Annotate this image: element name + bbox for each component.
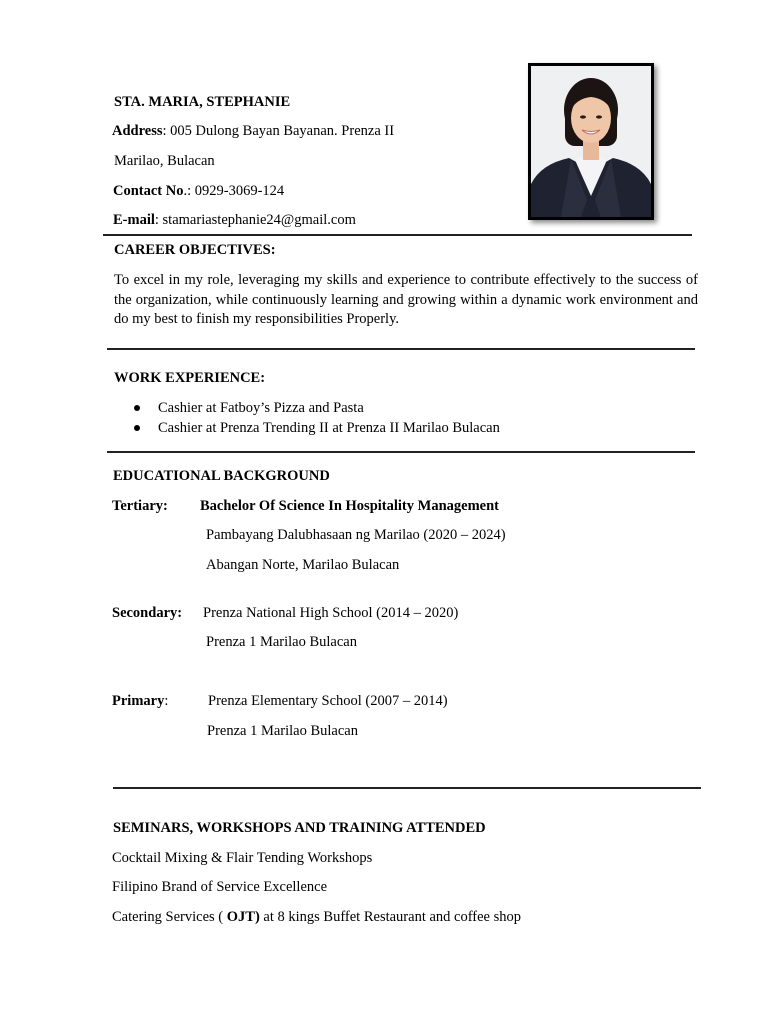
primary-label-colon: :: [164, 693, 169, 709]
secondary-school: Prenza National High School (2014 – 2020): [203, 605, 459, 621]
primary-school: Prenza Elementary School (2007 – 2014): [208, 693, 448, 709]
email-line: [113, 212, 356, 229]
applicant-name: STA. MARIA, STEPHANIE: [114, 94, 291, 110]
work-experience-heading: WORK EXPERIENCE:: [114, 370, 266, 386]
address-value: : 005 Dulong Bayan Bayanan. Prenza II: [162, 123, 395, 139]
work-item-label: Cashier at Prenza Trending II at Prenza II Marilao Bulacan: [158, 420, 500, 436]
seminar-item-2: Filipino Brand of Service Excellence: [112, 879, 328, 895]
contact-value: .: 0929-3069-124: [183, 183, 285, 199]
tertiary-label: Tertiary:: [112, 498, 168, 514]
bullet-icon: [134, 405, 140, 411]
portrait-illustration: [531, 66, 651, 217]
career-objectives-heading: CAREER OBJECTIVES:: [114, 242, 276, 258]
tertiary-degree: Bachelor Of Science In Hospitality Management: [200, 498, 499, 514]
primary-label: Primary: [112, 693, 165, 709]
divider-work: [107, 451, 695, 453]
address-label: Address: [112, 123, 163, 139]
seminar-item-1: Cocktail Mixing & Flair Tending Workshops: [112, 850, 373, 866]
work-item-label: Cashier at Fatboy’s Pizza and Pasta: [158, 400, 364, 416]
tertiary-location: Abangan Norte, Marilao Bulacan: [206, 557, 400, 573]
list-item: [114, 398, 500, 418]
address-line-1: [112, 123, 394, 140]
seminars-heading: SEMINARS, WORKSHOPS AND TRAINING ATTENDED: [113, 820, 486, 836]
primary-label-line: [112, 693, 168, 710]
profile-photo: [528, 63, 654, 220]
seminar-item-3-after: at 8 kings Buffet Restaurant and coffee shop: [259, 909, 522, 925]
divider-header: [103, 234, 692, 236]
bullet-icon: [134, 425, 140, 431]
email-label: E-mail: [113, 212, 155, 228]
ojt-label: OJT): [226, 909, 260, 925]
divider-career: [107, 348, 695, 350]
secondary-location: Prenza 1 Marilao Bulacan: [206, 634, 357, 650]
seminar-item-3-before: Catering Services (: [112, 909, 227, 925]
address-line-2: Marilao, Bulacan: [114, 153, 215, 169]
seminar-item-3: [112, 909, 521, 926]
list-item: [114, 418, 500, 438]
email-value: : stamariastephanie24@gmail.com: [154, 212, 356, 228]
education-heading: EDUCATIONAL BACKGROUND: [113, 468, 330, 484]
secondary-label: Secondary:: [112, 605, 183, 621]
work-experience-list: [114, 398, 500, 438]
tertiary-school: Pambayang Dalubhasaan ng Marilao (2020 – 2024): [206, 527, 506, 543]
career-objectives-text: To excel in my role, leveraging my skills and experience to contribute effectively to the success of the organization, while continuously learning and growing within a dynamic work environment and do my best to finish my responsibilities Properly.: [114, 272, 698, 327]
contact-label: Contact No: [113, 183, 184, 199]
primary-location: Prenza 1 Marilao Bulacan: [207, 723, 358, 739]
divider-education: [113, 787, 701, 789]
contact-line: [113, 183, 284, 200]
